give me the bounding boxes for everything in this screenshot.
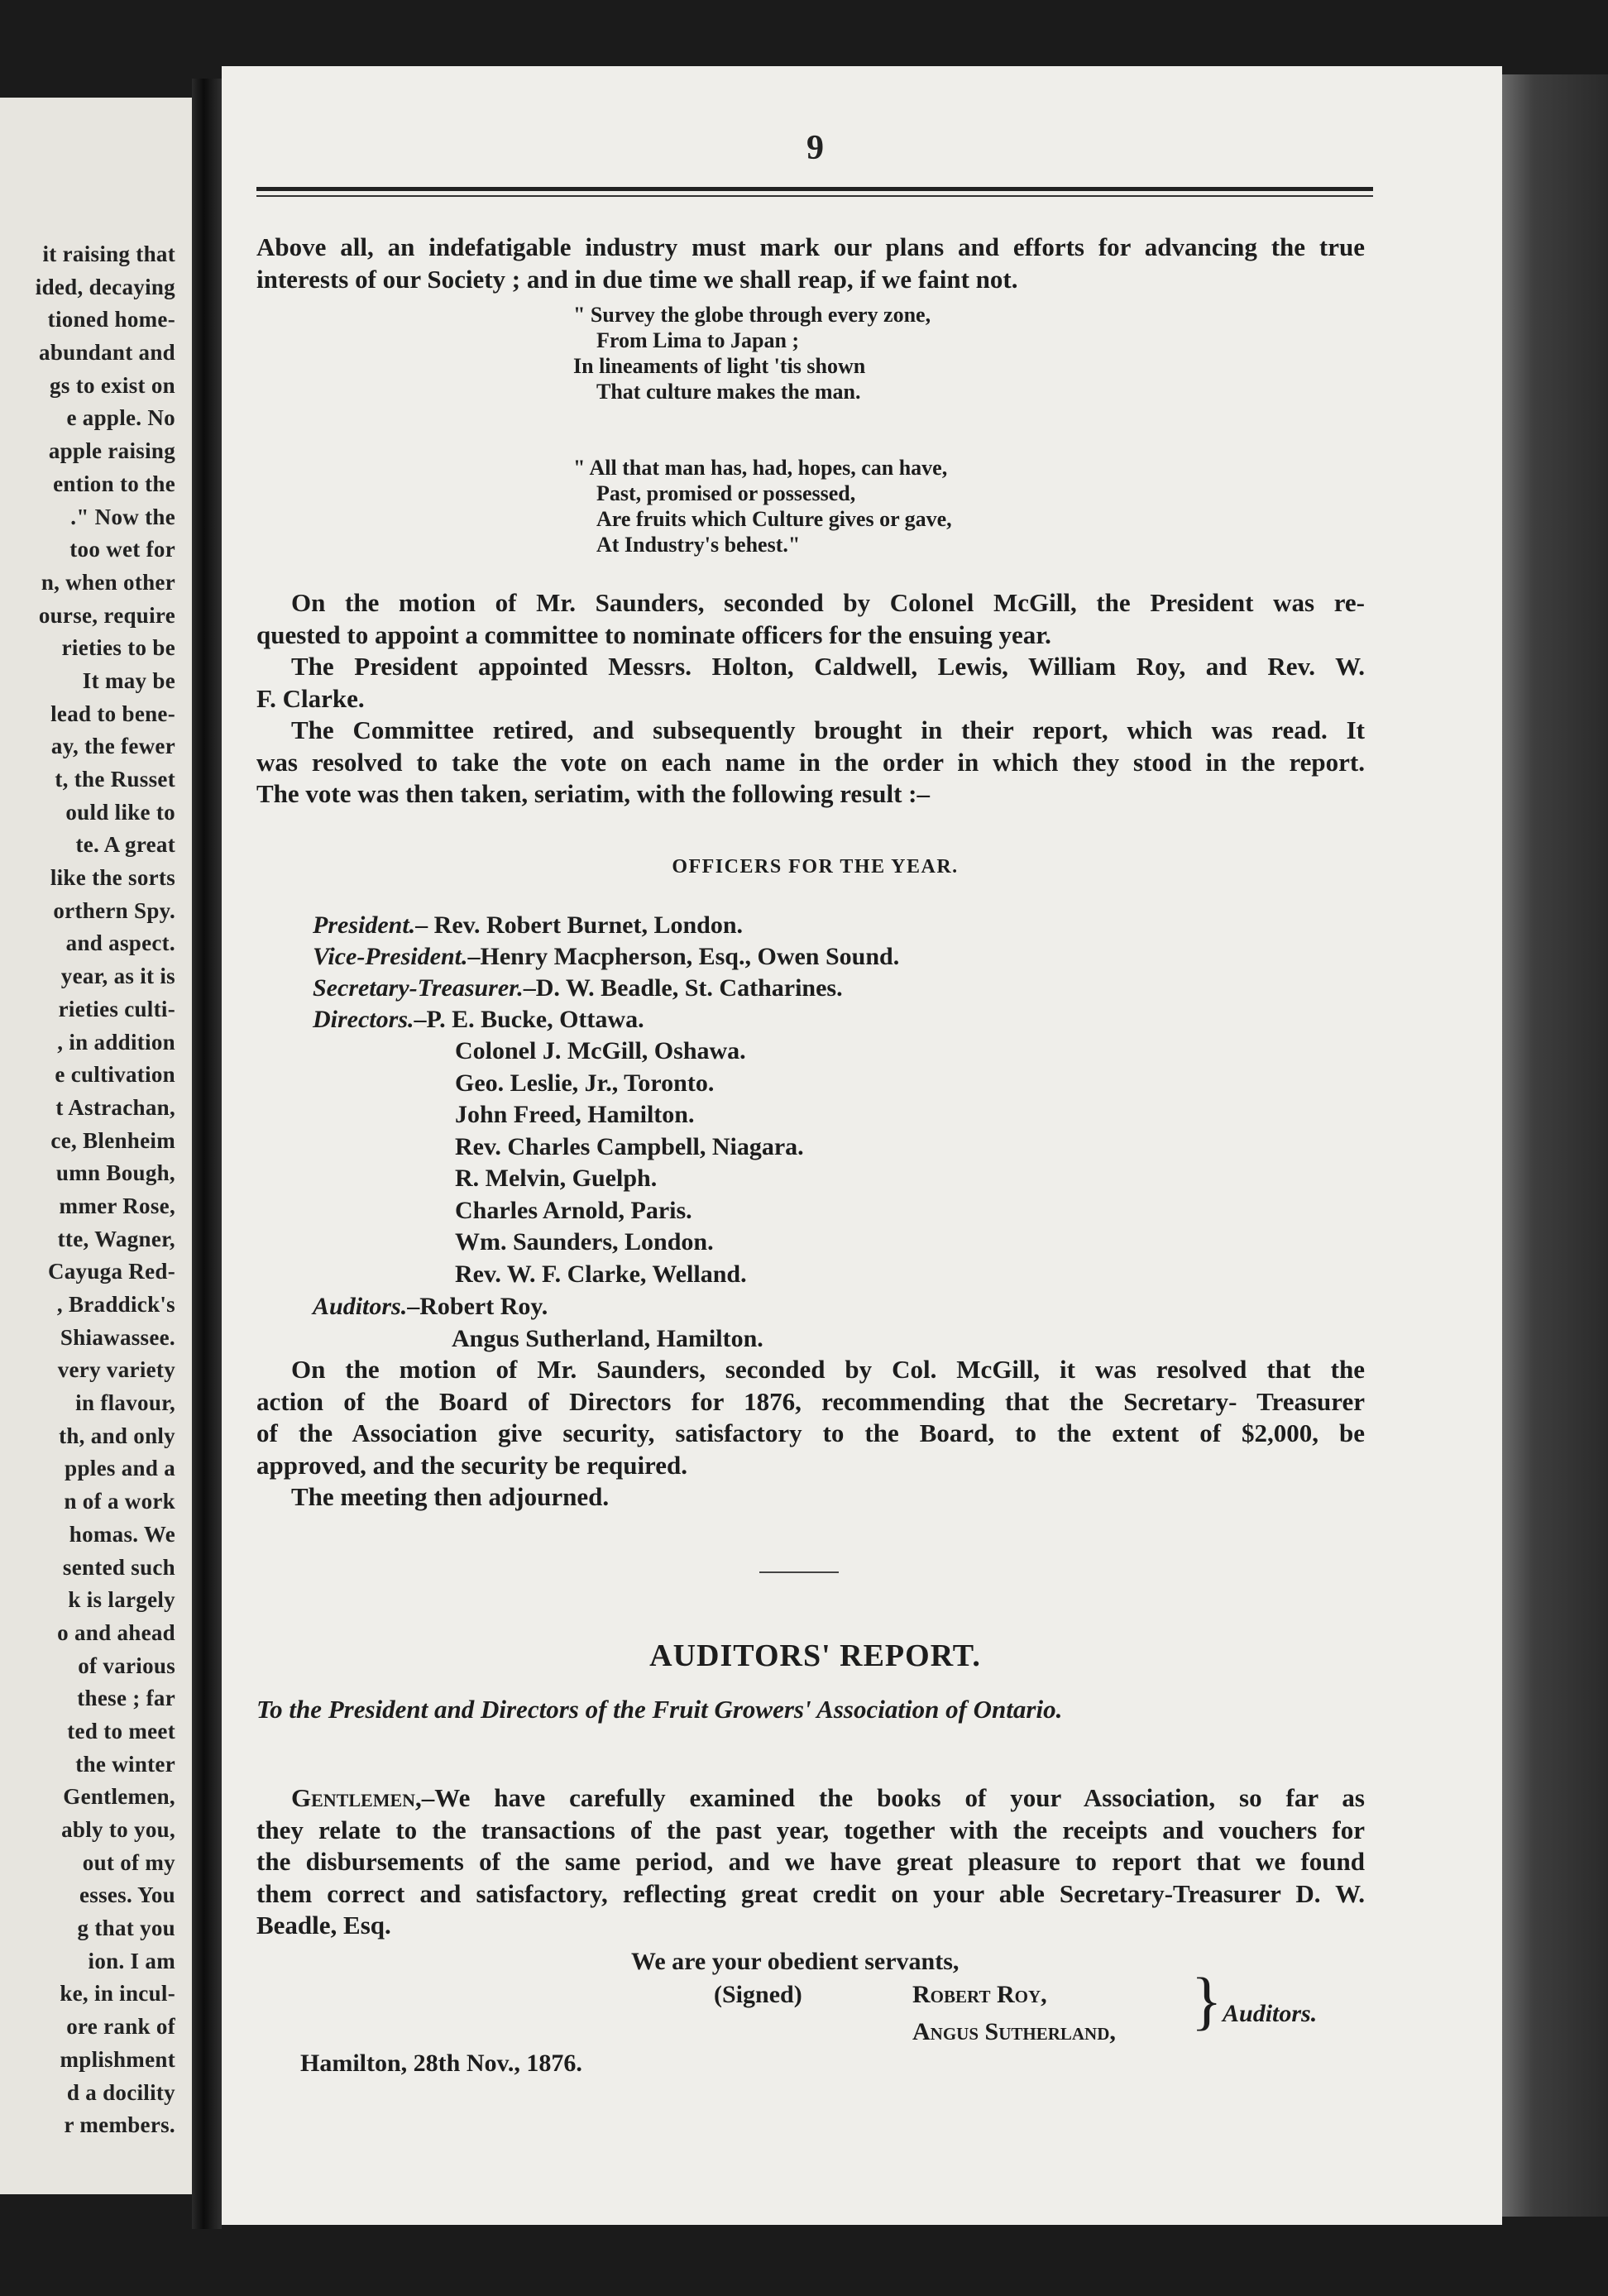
- director-name: Rev. W. F. Clarke, Welland.: [455, 1260, 747, 1288]
- security-line-1: On the motion of Mr. Saunders, seconded by Col. McGill, it was resolved that the: [291, 1355, 1365, 1384]
- report-line-3: the disbursements of the same period, and we have great pleasure to report that we found: [256, 1847, 1365, 1876]
- left-page-fragment: mmer Rose,: [59, 1193, 175, 1218]
- president-label: President.: [313, 911, 416, 939]
- report-line-1-text: –We have carefully examined the books of your Association, so far as: [421, 1783, 1365, 1812]
- auditors-role: Auditors.: [1223, 2000, 1318, 2027]
- left-page-fragment: ably to you,: [61, 1817, 175, 1842]
- report-line-1: [256, 1782, 1365, 1815]
- left-page-fragment: d a docility: [66, 2079, 175, 2105]
- left-page-fragment: e apple. No: [66, 405, 175, 431]
- left-page-fragment: pples and a: [65, 1456, 175, 1481]
- director-name: R. Melvin, Guelph.: [455, 1165, 658, 1192]
- left-page-fragment: the winter: [75, 1751, 175, 1777]
- secretary-name: –D. W. Beadle, St. Catharines.: [523, 974, 843, 1002]
- appointed-paragraph: [256, 651, 1365, 715]
- left-page-fragment: It may be: [82, 667, 175, 693]
- left-page-fragment: ion. I am: [88, 1948, 175, 1973]
- intro-paragraph: [256, 232, 1365, 295]
- left-page-fragment: rieties culti-: [58, 996, 175, 1021]
- intro-line-2: interests of our Society ; and in due time we shall reap, if we faint not.: [256, 264, 1018, 294]
- left-page-fragment: gs to exist on: [50, 372, 175, 398]
- left-page-fragment: ided, decaying: [35, 274, 175, 299]
- security-paragraph: [256, 1354, 1365, 1481]
- officer-president: [313, 910, 743, 942]
- left-page-fragment: very variety: [57, 1357, 175, 1383]
- motion-paragraph: [256, 587, 1365, 651]
- officer-directors: [313, 1004, 644, 1036]
- left-page-fragment: lead to bene-: [50, 701, 175, 726]
- poem-line: Are fruits which Culture gives or gave,: [596, 507, 952, 531]
- report-line-2: they relate to the transactions of the past year, together with the receipts and vouchers for: [256, 1815, 1365, 1844]
- poem-stanza-1: [573, 302, 1152, 404]
- left-page-fragment: and aspect.: [65, 930, 175, 956]
- left-page-text-column: [0, 238, 175, 2142]
- page-9: [222, 66, 1502, 2225]
- left-page-fragment: orthern Spy.: [53, 897, 175, 923]
- left-page-fragment: t, the Russet: [55, 767, 175, 792]
- address-line: To the President and Directors of the Fruit Growers' Association of Ontario.: [256, 1695, 1063, 1724]
- vice-president-name: –Henry Macpherson, Esq., Owen Sound.: [467, 943, 900, 970]
- report-line-4: them correct and satisfactory, reflecting great credit on your able Secretary-Treasurer D. W.: [256, 1878, 1365, 1908]
- left-page-fragment: e cultivation: [55, 1062, 175, 1088]
- poem-line: Past, promised or possessed,: [596, 481, 856, 505]
- left-page-fragment: year, as it is: [60, 964, 175, 989]
- left-page-fragment: ce, Blenheim: [50, 1127, 175, 1153]
- signatory-robert-roy: Robert Roy,: [912, 1981, 1047, 2008]
- left-page-fragment: like the sorts: [50, 865, 175, 891]
- left-page-fragment: in flavour,: [75, 1390, 175, 1416]
- left-page-fragment: mplishment: [60, 2046, 175, 2072]
- left-page-fragment: r members.: [64, 2112, 175, 2138]
- left-page-fragment: Shiawassee.: [60, 1324, 175, 1350]
- left-page-fragment: n of a work: [64, 1489, 175, 1514]
- officer-secretary-treasurer: [313, 973, 843, 1005]
- left-page-fragment: n, when other: [41, 569, 175, 595]
- page-edge-shadow: [1502, 74, 1608, 2217]
- director-name: Rev. Charles Campbell, Niagara.: [455, 1132, 804, 1160]
- intro-line-1: Above all, an indefatigable industry must mark our plans and efforts for advancing the true: [256, 232, 1365, 261]
- officer-vice-president: [313, 941, 899, 973]
- signatories-brace: }: [1191, 1964, 1223, 2036]
- director-name: –P. E. Bucke, Ottawa.: [414, 1006, 644, 1033]
- report-line-5: Beadle, Esq.: [256, 1911, 391, 1940]
- security-line-3: of the Association give security, satisfactory to the Board, to the extent of $2,000, be: [256, 1418, 1365, 1447]
- left-page-fragment: ourse, require: [38, 602, 175, 628]
- section-separator: [759, 1571, 839, 1573]
- auditors-label: Auditors.: [313, 1293, 408, 1320]
- page-number: 9: [806, 129, 824, 167]
- left-page-fragment: too wet for: [69, 537, 175, 562]
- left-page-fragment: tioned home-: [47, 307, 175, 332]
- poem-stanza-2: [573, 455, 1152, 557]
- appointed-line-1: The President appointed Messrs. Holton, Caldwell, Lewis, William Roy, and Rev. W.: [291, 652, 1365, 681]
- director-name: Geo. Leslie, Jr., Toronto.: [455, 1069, 715, 1097]
- left-page-fragment: it raising that: [42, 242, 175, 266]
- left-page-fragment: ore rank of: [66, 2014, 175, 2040]
- appointed-line-2: F. Clarke.: [256, 683, 365, 713]
- poem-line: From Lima to Japan ;: [596, 328, 800, 352]
- salutation: Gentlemen,: [291, 1783, 422, 1812]
- left-page-fragment: rieties to be: [61, 635, 175, 661]
- motion-line-1: On the motion of Mr. Saunders, seconded by Colonel McGill, the President was re-: [291, 588, 1365, 617]
- left-page-fragment: , Braddick's: [56, 1292, 175, 1317]
- left-page-fragment: k is largely: [68, 1587, 175, 1613]
- auditors-report-title: AUDITORS' REPORT.: [649, 1638, 981, 1673]
- officer-auditors: [313, 1291, 548, 1323]
- left-page-fragment: sented such: [62, 1554, 175, 1580]
- closing-line: We are your obedient servants,: [631, 1948, 960, 1975]
- director-name: Colonel J. McGill, Oshawa.: [455, 1037, 746, 1064]
- adjourned-line: The meeting then adjourned.: [291, 1482, 610, 1511]
- place-date: Hamilton, 28th Nov., 1876.: [300, 2050, 582, 2077]
- left-page-fragment: of various: [78, 1653, 175, 1678]
- left-page-fragment: ." Now the: [70, 504, 175, 529]
- left-page-fragment: th, and only: [59, 1423, 175, 1448]
- director-name: Wm. Saunders, London.: [455, 1228, 714, 1256]
- committee-line-3: The vote was then taken, seriatim, with the following result :–: [256, 779, 930, 808]
- signed-label: (Signed): [714, 1981, 802, 2008]
- directors-label: Directors.: [313, 1006, 414, 1033]
- security-line-4: approved, and the security be required.: [256, 1450, 688, 1480]
- left-page-fragment: ted to meet: [67, 1718, 175, 1744]
- auditor-name: Angus Sutherland, Hamilton.: [452, 1325, 763, 1352]
- header-rule-thin: [256, 195, 1373, 197]
- left-page-fragment: ention to the: [53, 471, 175, 496]
- book-gutter: [192, 79, 222, 2229]
- left-page-fragment: these ; far: [77, 1686, 175, 1711]
- left-page-fragment: esses. You: [79, 1882, 175, 1908]
- left-page-fragment: Cayuga Red-: [47, 1259, 175, 1284]
- president-name: – Rev. Robert Burnet, London.: [415, 911, 744, 939]
- poem-line: In lineaments of light 'tis shown: [573, 354, 866, 378]
- left-page-fragment: apple raising: [48, 438, 175, 464]
- left-page-fragment: ould like to: [65, 799, 175, 825]
- header-rule-thick: [256, 187, 1373, 191]
- report-paragraph: [256, 1782, 1365, 1942]
- left-page-fragment: umn Bough,: [55, 1160, 175, 1186]
- left-page-fragment: t Astrachan,: [55, 1094, 175, 1120]
- security-line-2: action of the Board of Directors for 1876, recommending that the Secretary- Treasurer: [256, 1386, 1365, 1416]
- officers-heading: OFFICERS FOR THE YEAR.: [672, 856, 959, 878]
- committee-paragraph: [256, 715, 1365, 811]
- left-page-fragment: te. A great: [75, 832, 175, 858]
- poem-line: " Survey the globe through every zone,: [573, 303, 931, 327]
- left-page-fragment: homas. We: [69, 1521, 175, 1547]
- left-page-fragment: g that you: [77, 1916, 175, 1941]
- left-page-fragment: o and ahead: [57, 1619, 175, 1645]
- left-page-fragment: out of my: [82, 1849, 175, 1875]
- left-page-fragment: Gentlemen,: [63, 1784, 175, 1810]
- left-facing-page: [0, 98, 192, 2194]
- secretary-label: Secretary-Treasurer.: [313, 974, 524, 1002]
- motion-line-2: quested to appoint a committee to nominate officers for the ensuing year.: [256, 619, 1051, 649]
- vice-president-label: Vice-President.: [313, 943, 468, 970]
- committee-line-1: The Committee retired, and subsequently brought in their report, which was read. It: [291, 715, 1365, 744]
- left-page-fragment: , in addition: [57, 1029, 175, 1055]
- poem-line: At Industry's behest.": [596, 533, 801, 557]
- director-name: John Freed, Hamilton.: [455, 1101, 695, 1128]
- left-page-fragment: abundant and: [39, 340, 175, 366]
- left-page-fragment: ke, in incul-: [60, 1981, 175, 2007]
- auditor-name: –Robert Roy.: [407, 1293, 548, 1320]
- committee-line-2: was resolved to take the vote on each name in the order in which they stood in the report.: [256, 747, 1365, 777]
- poem-line: " All that man has, had, hopes, can have,: [573, 456, 948, 480]
- signatory-angus-sutherland: Angus Sutherland,: [912, 2018, 1116, 2045]
- left-page-fragment: ay, the fewer: [50, 734, 175, 759]
- director-name: Charles Arnold, Paris.: [455, 1196, 692, 1224]
- poem-line: That culture makes the man.: [596, 380, 861, 404]
- left-page-fragment: tte, Wagner,: [57, 1226, 175, 1251]
